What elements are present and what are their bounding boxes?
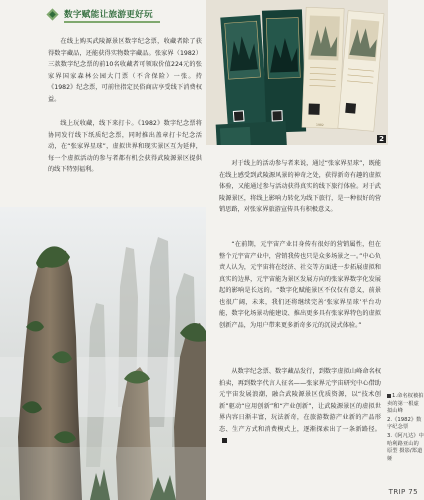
caption-2: 2.《1982》数字纪念票 bbox=[387, 416, 422, 431]
karst-pillars-image bbox=[0, 207, 206, 500]
mountain-photo bbox=[0, 207, 206, 500]
photo-captions bbox=[387, 393, 424, 464]
svg-text:1982: 1982 bbox=[316, 122, 324, 128]
paragraph-online-participants: 对于线上的活动参与者来说，通过“张家界星球”，既能在线上感受到武陵源风景的神奇之处，获得新奇有趣的虚拟体验，又能通过参与活动获得真实的线下旅行体验。对于武陵源景区，将线上影响力转化为线下旅行，是一种很好的营销思路，对张家界旅游宣传具有积极意义。 bbox=[219, 160, 381, 213]
ticket-cards-image bbox=[206, 0, 388, 145]
title-underline bbox=[64, 21, 160, 23]
photo-number: 2 bbox=[379, 135, 384, 143]
page-footer: TRIP 75 bbox=[388, 488, 418, 496]
paragraph-offline-checkin: 线上玩收藏，线下来打卡。《1982》数字纪念票将协同发行线下纸质纪念票，同时推出盖章打卡纪念活动，在“张家界星球”，虚拟世界和现实景区互为延伸，每一个虚拟活动的参与者都有机会获得武陵源景区提供的线下特别福利。 bbox=[48, 120, 202, 173]
diamond-icon bbox=[46, 8, 59, 21]
paragraph-new-path-text: 从数字纪念票、数字藏品发行，到数字虚拟山峰命名权拍卖，再到数字代言人征名——张家界元宇宙研究中心借助元宇宙发展浪潮，融合武陵源景区优质资源，以“技术创新”驱动“应用创新”和“产业创新”，让武陵源景区的虚拟世界内容日渐丰富，玩法新奇，在旅游数游产业新的产品形态、生产方式和消费模式上，逐渐探索出了一条新路径。 bbox=[219, 368, 381, 433]
caption-1: 1.命名权被拍卖的第一根虚拟山峰 bbox=[387, 393, 424, 415]
ticket-photo bbox=[206, 0, 388, 145]
section-header bbox=[46, 7, 186, 23]
paragraph-metaverse-quote: “在前期，元宇宙产业目身传有很好的营销属性，但在整个元宇宙产业中，营销我传也只是众多场景之一。”中心负责人认为，元宇宙将在经济、社交等方面进一步拓展虚拟和真实的边界，元宇宙能为景区发展方向的张家界数字化发展起的影响是长远的。“数字化赋能景区不仅仅有意义，前景也很广阔，未来，我们还将继续完善‘张家界星球’平台功能，数字化场景功能建设、推出更多具有张家界特色的虚拟创新产品，为用户带来更多新奇多元的沉浸式体验。” bbox=[219, 241, 381, 329]
caption-3: 3.《阿凡达》中哈利路亚山的原型 摄影/郑道娅 bbox=[387, 432, 424, 462]
paragraph-new-path bbox=[219, 366, 381, 447]
paragraph-commemorative-ticket: 在线上购买武陵源景区数字纪念票，收藏者除了获得数字藏品，还能获得实物数字藏品。张家界（1982）三款数字纪念票的前10名收藏者可领取价值224元的张家界国家森林公园大门票（不含保险）一张。持《1982》纪念票，可前往指定民俗商店享受线下消费权益。 bbox=[48, 38, 202, 103]
end-mark-icon bbox=[222, 438, 227, 443]
caption-marker-icon bbox=[387, 394, 391, 398]
section-title: 数字赋能让旅游更好玩 bbox=[64, 10, 153, 20]
